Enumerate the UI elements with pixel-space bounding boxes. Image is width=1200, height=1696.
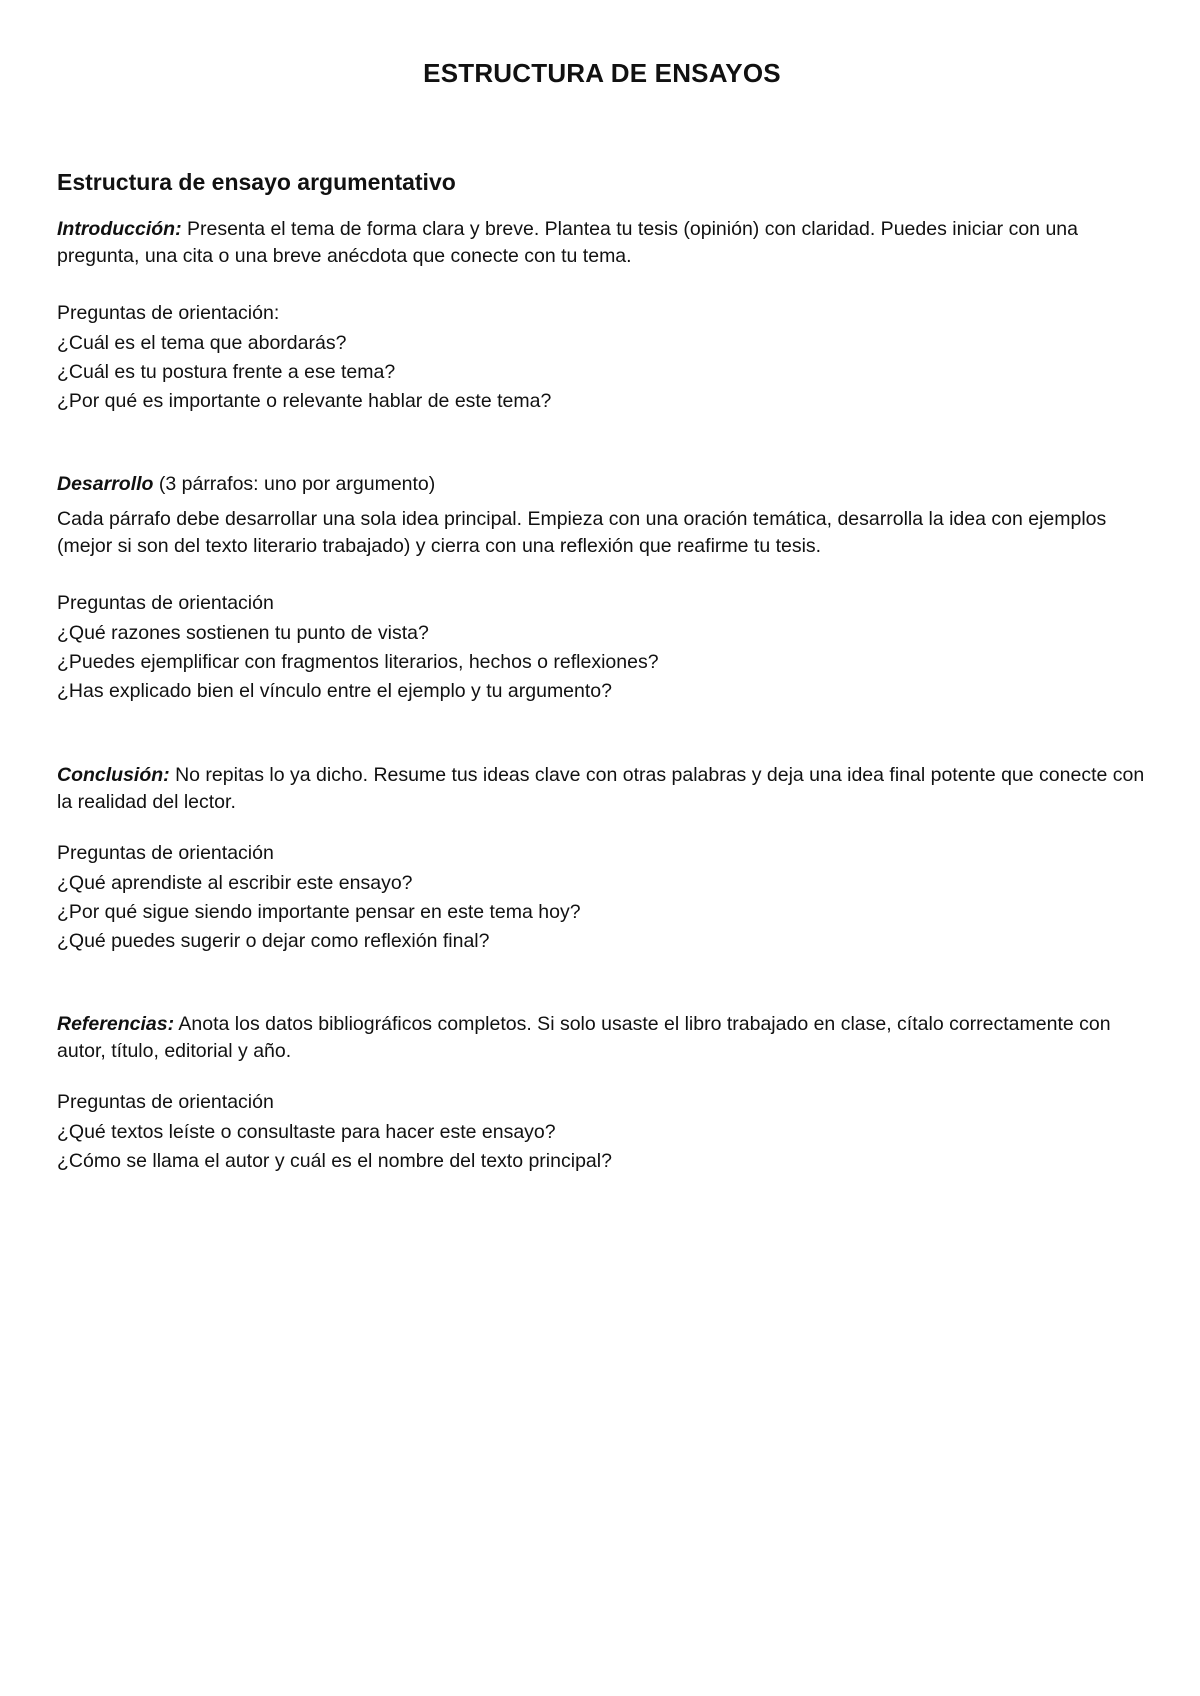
section-heading: Estructura de ensayo argumentativo [57, 169, 456, 195]
list-item: ¿Qué puedes sugerir o dejar como reflexión final? [57, 930, 490, 952]
references-text: Anota los datos bibliográficos completos. Si solo usaste el libro trabajado en clase, cítalo correctamente con autor, título, editorial y año. [57, 1013, 1111, 1062]
conclusion-paragraph [57, 762, 1147, 816]
references-questions-list [57, 1118, 1147, 1176]
intro-text: Presenta el tema de forma clara y breve. Plantea tu tesis (opinión) con claridad. Puedes iniciar con una pregunta, una cita o una breve anécdota que conecte con tu tema. [57, 218, 1078, 267]
development-questions-label: Preguntas de orientación [57, 592, 274, 614]
development-questions-list [57, 619, 1147, 706]
list-item: ¿Por qué sigue siendo importante pensar en este tema hoy? [57, 901, 581, 923]
references-questions-label: Preguntas de orientación [57, 1091, 274, 1113]
development-heading-line [57, 471, 1147, 498]
intro-questions-label: Preguntas de orientación: [57, 302, 280, 324]
intro-paragraph [57, 216, 1147, 270]
list-item: ¿Qué razones sostienen tu punto de vista? [57, 622, 429, 644]
intro-section [57, 216, 1147, 416]
intro-questions-list [57, 329, 1147, 416]
list-item: ¿Qué aprendiste al escribir este ensayo? [57, 872, 413, 894]
list-item: ¿Puedes ejemplificar con fragmentos literarios, hechos o reflexiones? [57, 651, 659, 673]
development-lead-note: (3 párrafos: uno por argumento) [153, 473, 436, 495]
conclusion-text: No repitas lo ya dicho. Resume tus ideas clave con otras palabras y deja una idea final potente que conecte con la realidad del lector. [57, 764, 1145, 813]
development-section [57, 471, 1147, 706]
list-item: ¿Por qué es importante o relevante hablar de este tema? [57, 390, 552, 412]
list-item: ¿Cuál es tu postura frente a ese tema? [57, 361, 396, 383]
development-paragraph: Cada párrafo debe desarrollar una sola idea principal. Empieza con una oración temática, desarrolla la idea con ejemplos (mejor si son del texto literario trabajado) y cierra con una reflexión que reafirme tu tesis. [57, 508, 1107, 557]
document-title: ESTRUCTURA DE ENSAYOS [423, 58, 781, 88]
references-paragraph [57, 1011, 1147, 1065]
list-item: ¿Cómo se llama el autor y cuál es el nombre del texto principal? [57, 1150, 612, 1172]
development-lead: Desarrollo [57, 473, 154, 495]
conclusion-lead: Conclusión: [57, 764, 170, 786]
conclusion-questions-list [57, 869, 1147, 956]
conclusion-section [57, 762, 1147, 956]
list-item: ¿Qué textos leíste o consultaste para hacer este ensayo? [57, 1121, 556, 1143]
references-section [57, 1011, 1147, 1176]
conclusion-questions-label: Preguntas de orientación [57, 842, 274, 864]
list-item: ¿Has explicado bien el vínculo entre el ejemplo y tu argumento? [57, 680, 612, 702]
intro-lead: Introducción: [57, 218, 182, 240]
references-lead: Referencias: [57, 1013, 175, 1035]
list-item: ¿Cuál es el tema que abordarás? [57, 332, 347, 354]
